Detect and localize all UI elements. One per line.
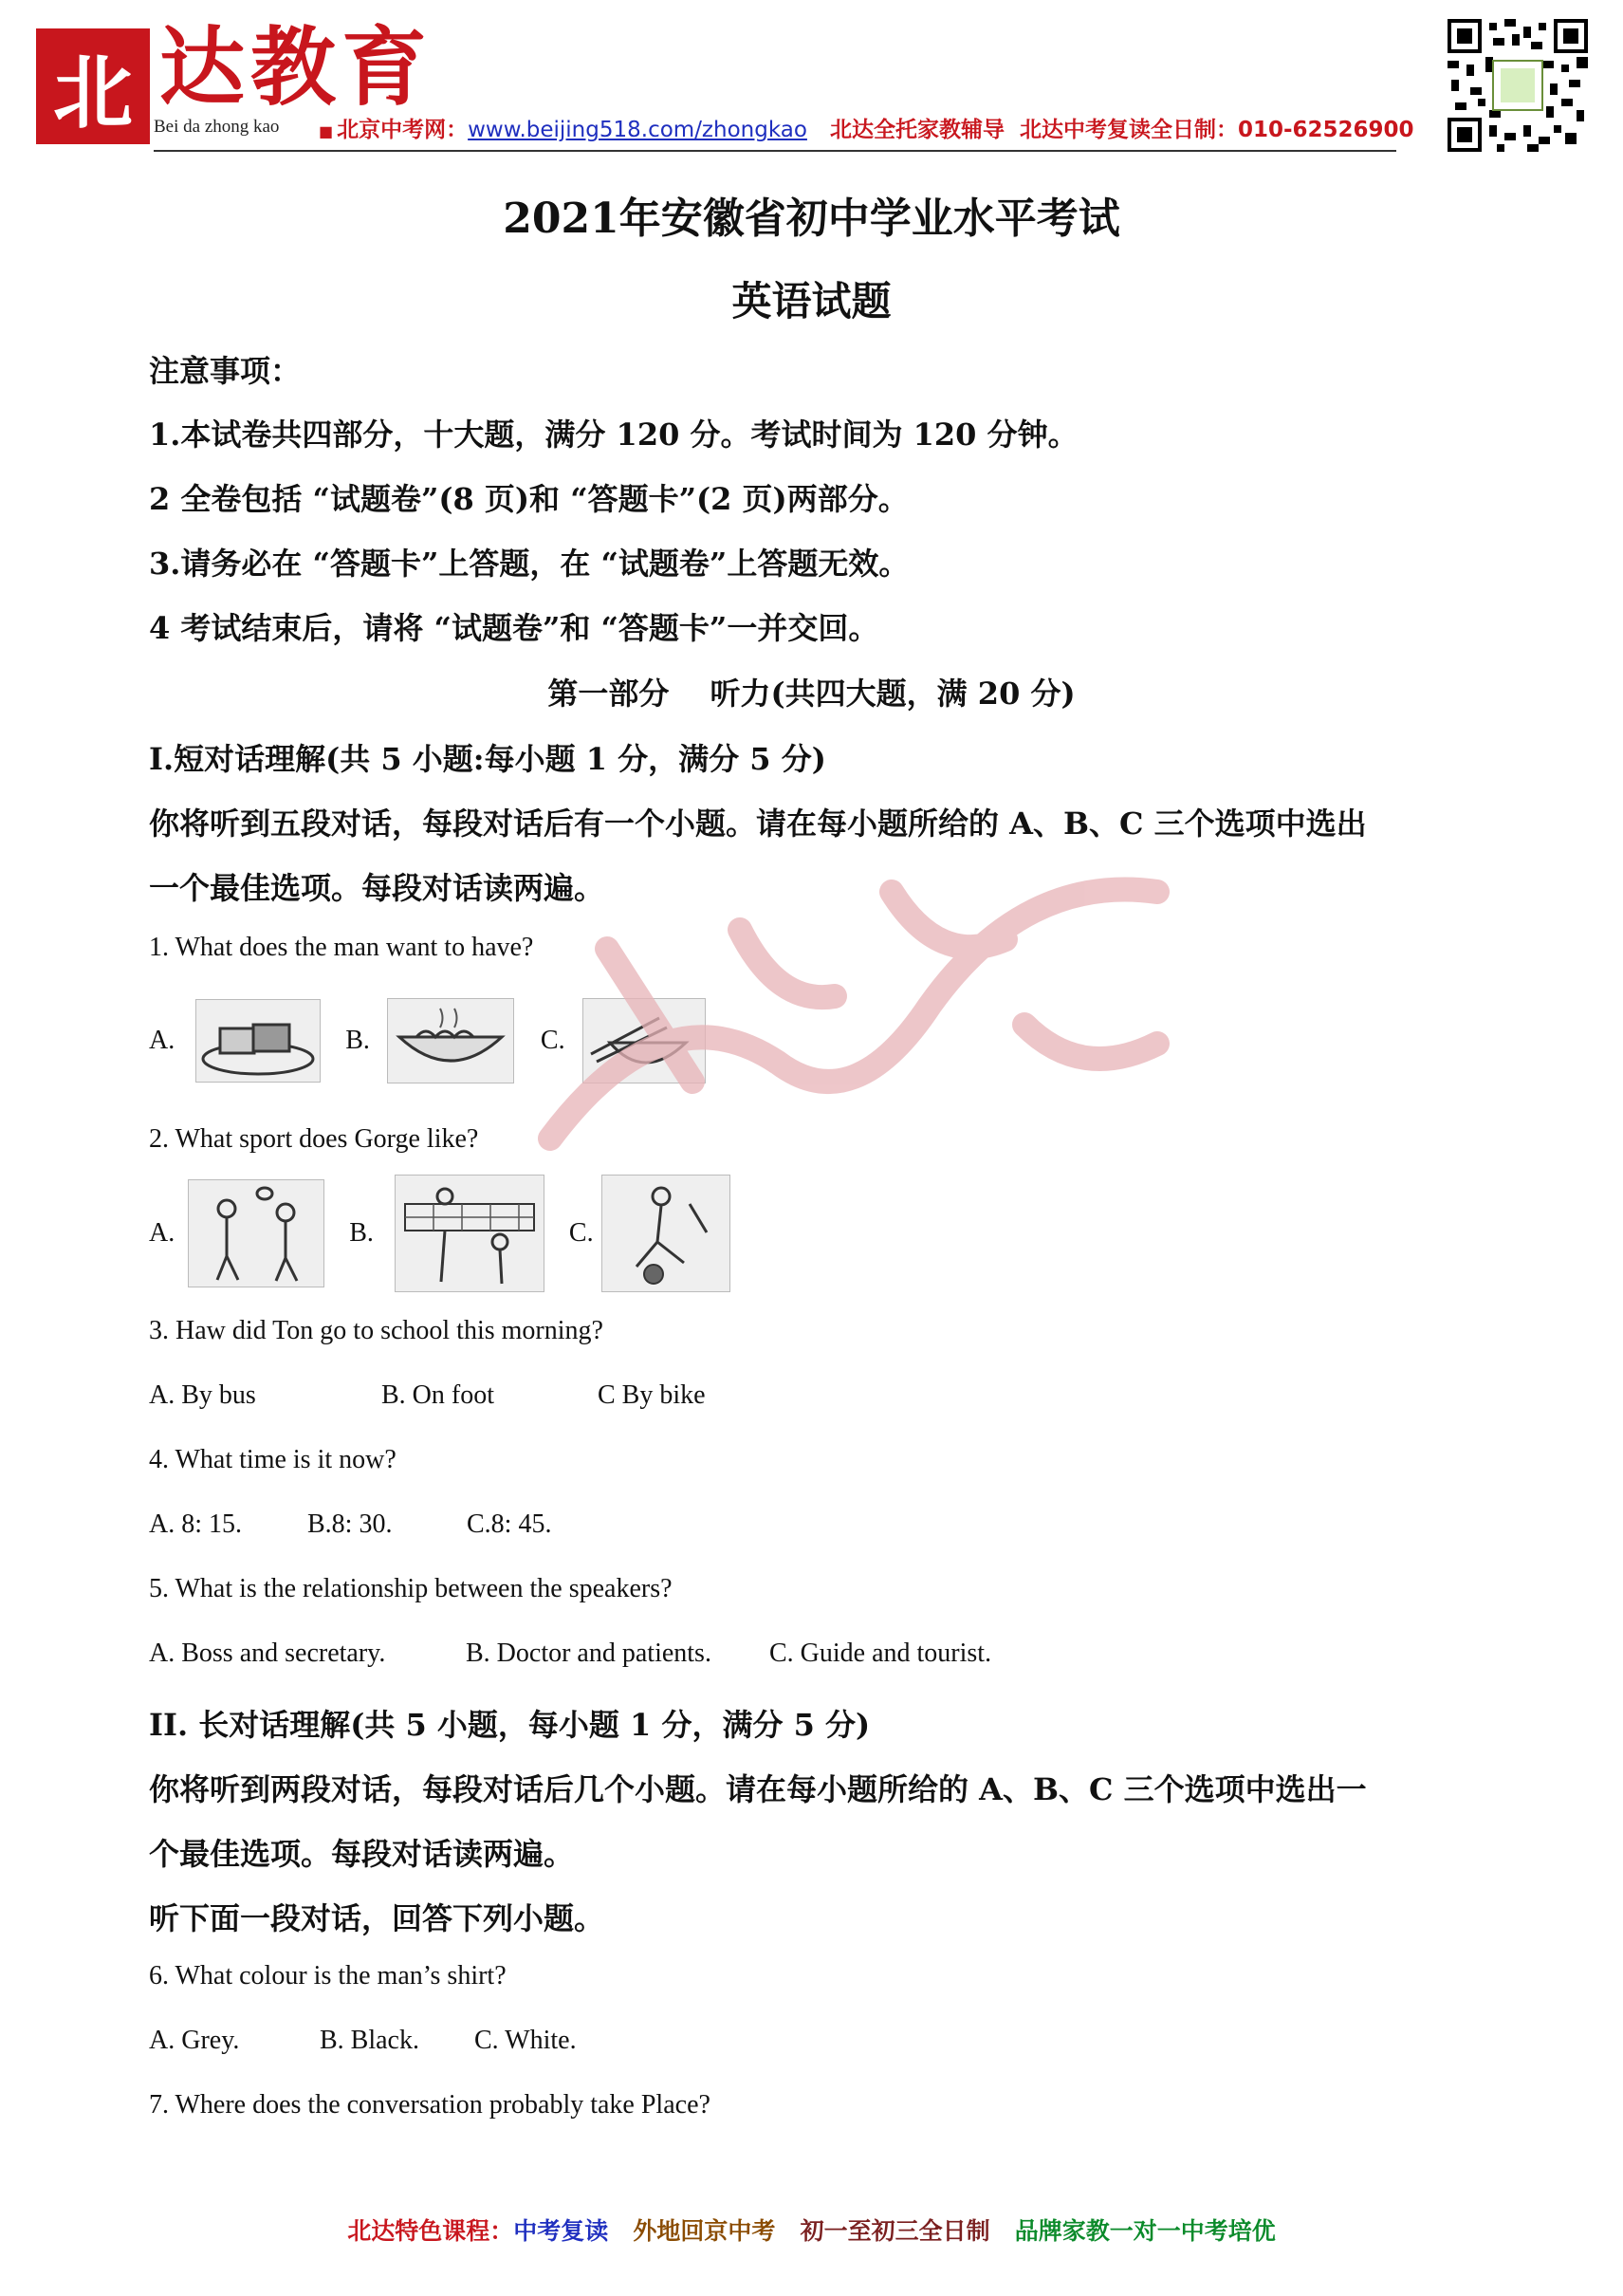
option-b: B. On foot — [381, 1380, 494, 1410]
option-b: B.8: 30. — [307, 1509, 393, 1539]
logo-text: 达教育 — [159, 17, 433, 118]
exam-subtitle: 英语试题 — [731, 278, 892, 324]
note-item: 3.请务必在 “答题卡”上答题，在 “试题卷”上答题无效。 — [149, 546, 910, 582]
header-banner — [319, 112, 1414, 143]
phone-number: 010-62526900 — [1237, 118, 1414, 142]
qr-code-icon — [1448, 19, 1588, 152]
option-c: C By bike — [598, 1380, 706, 1410]
footer-banner — [0, 2213, 1623, 2247]
section2-instructions: 个最佳选项。每段对话读两遍。 — [149, 1836, 575, 1872]
question-1: 1. What does the man want to have? — [149, 933, 534, 962]
noodle-bowl-icon — [387, 998, 514, 1083]
option-b-label: B. — [345, 1026, 370, 1055]
option-a: A. Grey. — [149, 2026, 240, 2055]
option-c-label: C. — [568, 1218, 594, 1248]
option-a: A. 8: 15. — [149, 1509, 242, 1539]
option-c-label: C. — [540, 1026, 565, 1055]
question-6: 6. What colour is the man’s shirt? — [149, 1961, 507, 1990]
section2-title: II. 长对话理解(共 5 小题，每小题 1 分，满分 5 分) — [149, 1707, 871, 1743]
option-c: C. Guide and tourist. — [769, 1639, 992, 1668]
dumpling-bowl-icon — [582, 998, 706, 1083]
section2-instructions: 你将听到两段对话，每段对话后几个小题。请在每小题所给的 A、B、C 三个选项中选出一 — [149, 1771, 1367, 1807]
question-3: 3. Haw did Ton go to school this morning? — [149, 1316, 603, 1345]
square-bullet-icon: ■ — [319, 122, 334, 140]
site-link[interactable]: www.beijing518.com/zhongkao — [468, 118, 807, 142]
option-a: A. Boss and secretary. — [149, 1639, 386, 1668]
option-b: B. Black. — [320, 2026, 419, 2055]
note-item: 2 全卷包括 “试题卷”(8 页)和 “答题卡”(2 页)两部分。 — [149, 481, 909, 517]
question-2: 2. What sport does Gorge like? — [149, 1124, 479, 1154]
question-5: 5. What is the relationship between the speakers? — [149, 1574, 673, 1603]
slogan-2: 北达中考复读全日制： — [1019, 118, 1238, 142]
question-4: 4. What time is it now? — [149, 1445, 397, 1474]
cake-icon — [195, 999, 321, 1083]
logo-subtitle: Bei da zhong kao — [154, 117, 280, 137]
header-divider — [154, 150, 1396, 152]
footer-course: 中考复读 — [513, 2217, 609, 2245]
exam-title: 2021年安徽省初中学业水平考试 — [503, 194, 1120, 243]
logo-mark: 北 — [36, 28, 150, 144]
option-a-label: A. — [149, 1026, 175, 1055]
section1-title: I.短对话理解(共 5 小题:每小题 1 分，满分 5 分) — [149, 741, 826, 777]
q3-options — [149, 1380, 706, 1411]
section1-instructions: 你将听到五段对话，每段对话后有一个小题。请在每小题所给的 A、B、C 三个选项中选出 — [149, 805, 1367, 842]
option-c: C. White. — [474, 2026, 577, 2055]
section2-instructions: 听下面一段对话，回答下列小题。 — [149, 1900, 605, 1936]
q5-options — [149, 1639, 991, 1669]
soccer-players-icon — [601, 1175, 730, 1292]
option-a-label: A. — [149, 1218, 175, 1248]
notes-heading: 注意事项： — [149, 353, 302, 389]
q1-options — [149, 998, 706, 1083]
slogan-1: 北达全托家教辅导 — [829, 118, 1005, 142]
badminton-players-icon — [188, 1179, 324, 1287]
section1-instructions: 一个最佳选项。每段对话读两遍。 — [149, 870, 605, 906]
footer-label: 北达特色课程： — [347, 2217, 514, 2245]
q4-options — [149, 1509, 551, 1540]
volleyball-net-icon — [395, 1175, 544, 1292]
option-a: A. By bus — [149, 1380, 256, 1410]
part1-heading: 第一部分 听力(共四大题，满 20 分) — [547, 676, 1076, 712]
q2-options — [149, 1175, 730, 1292]
option-b: B. Doctor and patients. — [466, 1639, 711, 1668]
note-item: 1.本试卷共四部分，十大题，满分 120 分。考试时间为 120 分钟。 — [149, 417, 1079, 453]
option-c: C.8: 45. — [467, 1509, 552, 1539]
site-label: 北京中考网： — [337, 118, 469, 142]
note-item: 4 考试结束后，请将 “试题卷”和 “答题卡”一并交回。 — [149, 610, 879, 646]
option-b-label: B. — [349, 1218, 374, 1248]
question-7: 7. Where does the conversation probably take Place? — [149, 2090, 710, 2120]
footer-course: 初一至初三全日制 — [800, 2217, 990, 2245]
q6-options — [149, 2026, 577, 2056]
footer-course: 品牌家教一对一中考培优 — [1014, 2217, 1276, 2245]
footer-course: 外地回京中考 — [633, 2217, 776, 2245]
